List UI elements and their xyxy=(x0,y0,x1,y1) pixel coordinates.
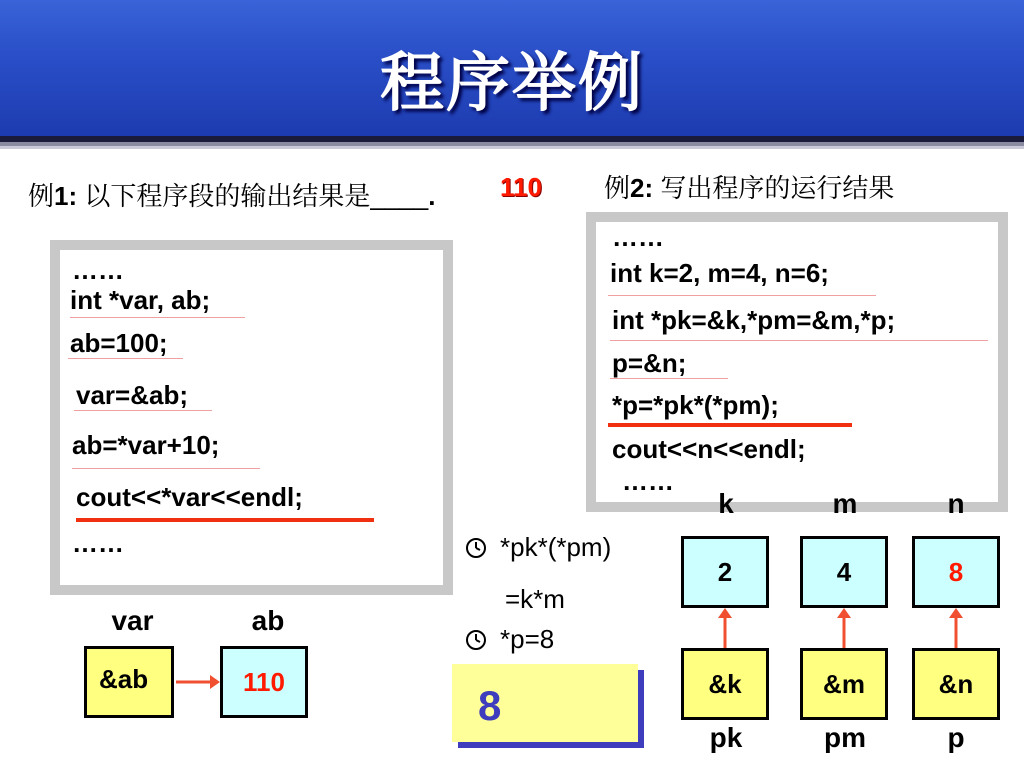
var-name-n: n xyxy=(947,488,965,519)
pointer-arrow xyxy=(174,672,222,692)
code-line: ab=*var+10; xyxy=(72,430,220,460)
var-box: &ab xyxy=(84,646,174,718)
value-box-k: 2 xyxy=(681,536,769,608)
code-line: *p=*pk*(*pm); xyxy=(612,390,779,420)
value-box-m: 4 xyxy=(800,536,888,608)
page-title: 程序举例 xyxy=(380,47,644,121)
note-line: *pk*(*pm) xyxy=(500,532,612,562)
highlight-underline xyxy=(608,423,852,427)
example1-answer: 110 xyxy=(500,172,542,202)
code-line: …… xyxy=(622,466,674,496)
code-underline xyxy=(68,358,183,359)
example2-prefix: 例 xyxy=(604,173,631,203)
example1-period: . xyxy=(428,181,436,211)
code-line: int *pk=&k,*pm=&m,*p; xyxy=(612,305,896,335)
note-line: *p=8 xyxy=(500,624,555,654)
highlight-underline xyxy=(76,518,374,522)
ab-box: 110 xyxy=(220,646,308,718)
code-line: int k=2, m=4, n=6; xyxy=(610,258,829,288)
output-value: 8 xyxy=(478,682,502,729)
var-name-k: k xyxy=(718,488,734,519)
banner-divider xyxy=(0,146,1024,149)
pointer-box-p: &n xyxy=(912,648,1000,720)
example2-question xyxy=(604,168,894,205)
pointer-arrow xyxy=(834,606,854,650)
code-underline xyxy=(72,468,260,469)
code-line: cout<<*var<<endl; xyxy=(76,482,303,512)
example1-prefix: 例 xyxy=(28,181,55,211)
code-underline xyxy=(608,295,876,296)
pointer-box-pm: &m xyxy=(800,648,888,720)
value-box-n: 8 xyxy=(912,536,1000,608)
ab-label: ab xyxy=(251,605,285,636)
var-label: var xyxy=(111,605,154,636)
ptr-name-pm: pm xyxy=(824,722,866,753)
code-underline xyxy=(610,378,728,379)
example1-blank: ____ xyxy=(370,181,429,211)
example1-number: 1: xyxy=(54,181,78,211)
code-underline xyxy=(70,317,245,318)
code-underline xyxy=(610,340,988,341)
pointer-box-pk: &k xyxy=(681,648,769,720)
ptr-name-p: p xyxy=(947,722,965,753)
var-name-m: m xyxy=(832,488,858,519)
example1-text: 以下程序段的输出结果是 xyxy=(77,181,371,211)
ptr-name-pk: pk xyxy=(709,722,743,753)
code-line: ab=100; xyxy=(70,328,168,358)
note-line: =k*m xyxy=(505,584,565,614)
pointer-arrow xyxy=(715,606,735,650)
clock-icon xyxy=(464,628,488,652)
code-line: var=&ab; xyxy=(76,380,188,410)
code-line: …… xyxy=(72,255,124,285)
code-line: int *var, ab; xyxy=(70,285,211,315)
code-line: p=&n; xyxy=(612,348,687,378)
example2-number: 2: xyxy=(630,173,654,203)
code-line: …… xyxy=(72,528,124,558)
example1-question xyxy=(28,176,435,213)
example2-text: 写出程序的运行结果 xyxy=(653,173,895,203)
clock-icon xyxy=(464,536,488,560)
code-line: cout<<n<<endl; xyxy=(612,434,806,464)
code-underline xyxy=(74,410,212,411)
code-line: …… xyxy=(612,222,664,252)
pointer-arrow xyxy=(946,606,966,650)
